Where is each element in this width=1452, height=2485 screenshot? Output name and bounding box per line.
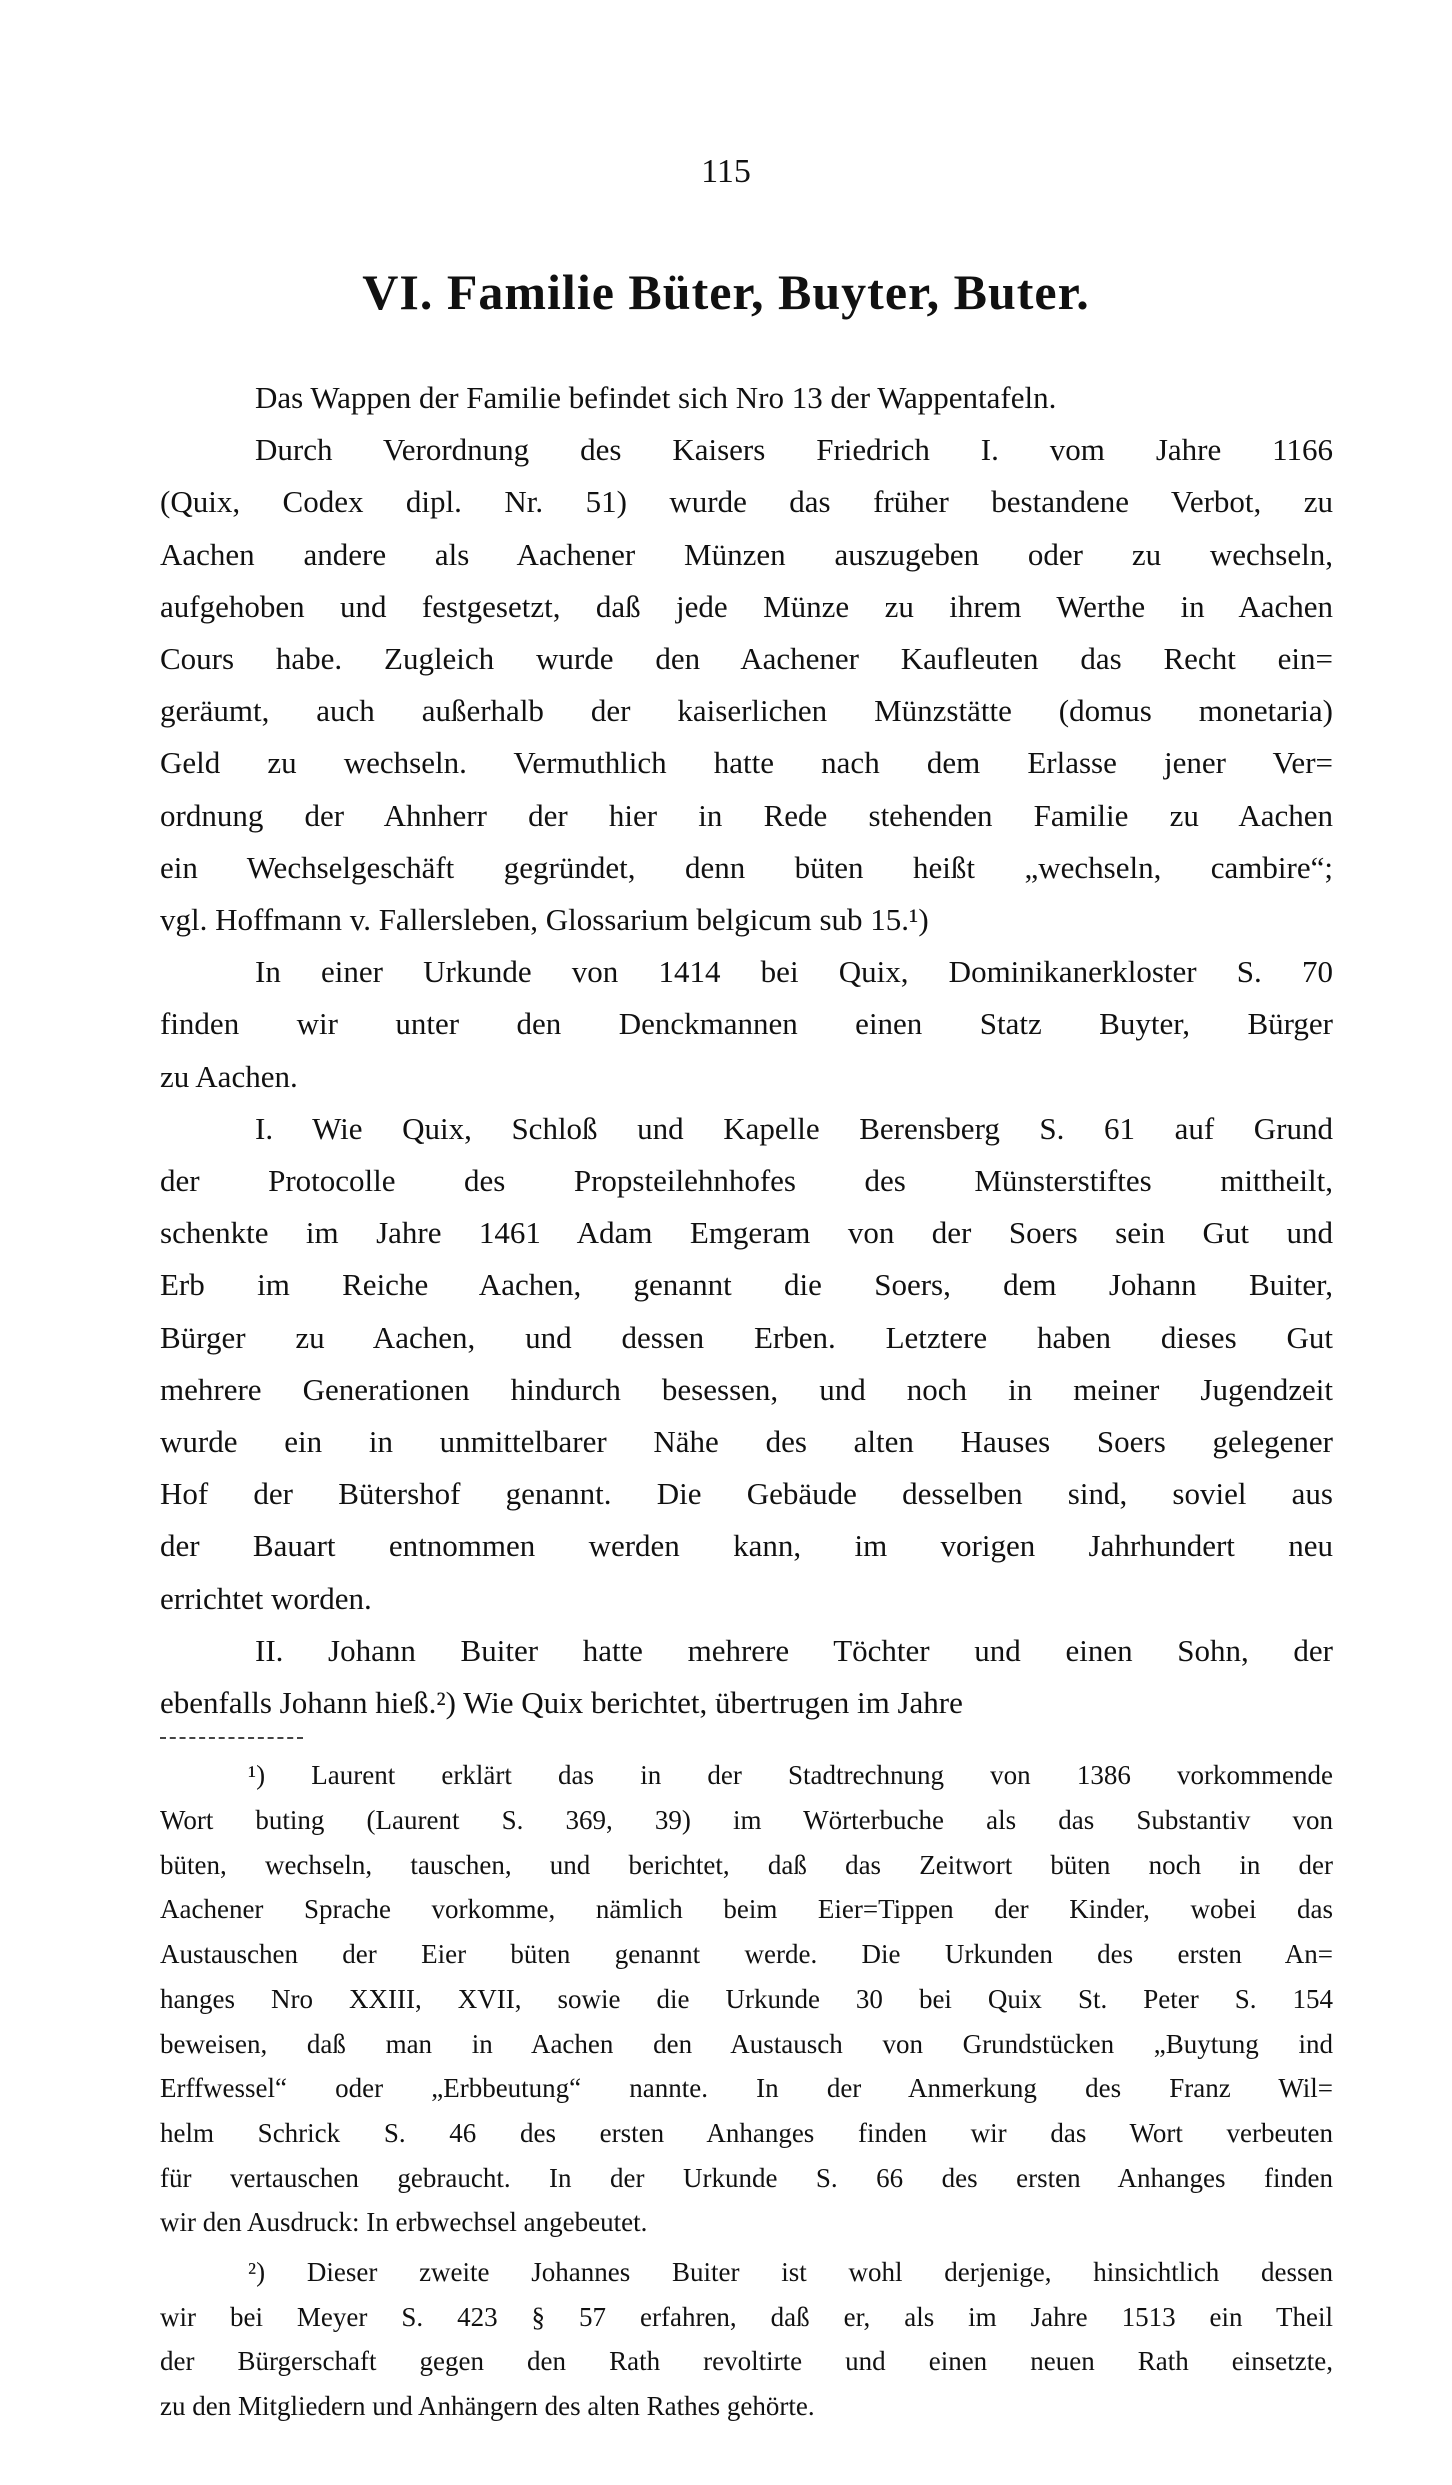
text-line: Erb im Reiche Aachen, genannt die Soers, dem Johann Buiter, [160,1267,1333,1303]
footnotes [160,1753,1333,2429]
text-line: Das Wappen der Familie befindet sich Nro 13 der Wappentafeln. [255,380,1057,415]
text-line: Aachener Sprache vorkomme, nämlich beim Eier=Tippen der Kinder, wobei das [160,1894,1333,1925]
text-line: errichtet worden. [160,1580,372,1616]
text-line: geräumt, auch außerhalb der kaiserlichen Münzstätte (domus monetaria) [160,693,1333,729]
text-line: der Bauart entnommen werden kann, im vorigen Jahrhundert neu [160,1528,1333,1564]
text-line: schenkte im Jahre 1461 Adam Emgeram von der Soers sein Gut und [160,1215,1333,1251]
text-line: Durch Verordnung des Kaisers Friedrich I. vom Jahre 1166 [255,432,1333,468]
text-line: Erffwessel“ oder „Erbbeutung“ nannte. In der Anmerkung des Franz Wil= [160,2073,1333,2104]
text-line: zu den Mitgliedern und Anhängern des alten Rathes gehörte. [160,2391,815,2422]
text-line: büten, wechseln, tauschen, und berichtet, daß das Zeitwort büten noch in der [160,1849,1333,1880]
page-number: 115 [701,153,751,190]
text-line: ¹) Laurent erklärt das in der Stadtrechnung von 1386 vorkommende [248,1760,1333,1791]
text-line: der Protocolle des Propsteilehnhofes des Münsterstiftes mittheilt, [160,1163,1333,1199]
text-line: wir den Ausdruck: In erbwechsel angebeutet. [160,2207,648,2238]
footnote [160,1753,1333,2245]
paragraph [160,1103,1333,1625]
paragraph [160,1625,1333,1729]
footnote-separator [160,1737,303,1739]
text-line: Geld zu wechseln. Vermuthlich hatte nach dem Erlasse jener Ver= [160,745,1333,781]
text-line: Austauschen der Eier büten genannt werde. Die Urkunden des ersten An= [160,1939,1333,1970]
text-line: der Bürgerschaft gegen den Rath revoltirte und einen neuen Rath einsetzte, [160,2346,1333,2377]
text-line: wir bei Meyer S. 423 § 57 erfahren, daß er, als im Jahre 1513 ein Theil [160,2301,1333,2332]
text-line: Wort buting (Laurent S. 369, 39) im Wörterbuche als das Substantiv von [160,1804,1333,1835]
text-line: (Quix, Codex dipl. Nr. 51) wurde das früher bestandene Verbot, zu [160,484,1333,520]
text-line: ebenfalls Johann hieß.²) Wie Quix berichtet, übertrugen im Jahre [160,1685,963,1721]
text-line: Aachen andere als Aachener Münzen auszugeben oder zu wechseln, [160,536,1333,572]
text-line: finden wir unter den Denckmannen einen Statz Buyter, Bürger [160,1006,1333,1042]
text-line: Bürger zu Aachen, und dessen Erben. Letztere haben dieses Gut [160,1319,1333,1355]
text-line: I. Wie Quix, Schloß und Kapelle Berensberg S. 61 auf Grund [255,1110,1333,1146]
paragraph [160,424,1333,946]
text-line: helm Schrick S. 46 des ersten Anhanges finden wir das Wort verbeuten [160,2117,1333,2148]
text-line: hanges Nro XXIII, XVII, sowie die Urkunde 30 bei Quix St. Peter S. 154 [160,1983,1333,2014]
text-line: wurde ein in unmittelbarer Nähe des alten Hauses Soers gelegener [160,1424,1333,1460]
text-line: vgl. Hoffmann v. Fallersleben, Glossarium belgicum sub 15.¹) [160,902,929,938]
text-line: II. Johann Buiter hatte mehrere Töchter und einen Sohn, der [255,1632,1333,1668]
text-line: ordnung der Ahnherr der hier in Rede stehenden Familie zu Aachen [160,797,1333,833]
text-line: beweisen, daß man in Aachen den Austausch von Grundstücken „Buytung ind [160,2028,1333,2059]
chapter-title: VI. Familie Büter, Buyter, Buter. [362,264,1090,320]
text-line: Hof der Bütershof genannt. Die Gebäude desselben sind, soviel aus [160,1476,1333,1512]
footnote [160,2250,1333,2429]
text-line: Cours habe. Zugleich wurde den Aachener Kaufleuten das Recht ein= [160,641,1333,677]
paragraph [160,946,1333,1103]
text-line: ein Wechselgeschäft gegründet, denn büten heißt „wechseln, cambire“; [160,849,1333,885]
text-line: aufgehoben und festgesetzt, daß jede Münze zu ihrem Werthe in Aachen [160,588,1333,624]
body-text [160,372,1333,1729]
text-line: zu Aachen. [160,1058,298,1094]
text-line: In einer Urkunde von 1414 bei Quix, Dominikanerkloster S. 70 [255,954,1333,990]
text-line: mehrere Generationen hindurch besessen, und noch in meiner Jugendzeit [160,1371,1333,1407]
text-line: für vertauschen gebraucht. In der Urkunde S. 66 des ersten Anhanges finden [160,2162,1333,2193]
text-line: ²) Dieser zweite Johannes Buiter ist wohl derjenige, hinsichtlich dessen [248,2257,1333,2288]
paragraph [160,372,1333,424]
